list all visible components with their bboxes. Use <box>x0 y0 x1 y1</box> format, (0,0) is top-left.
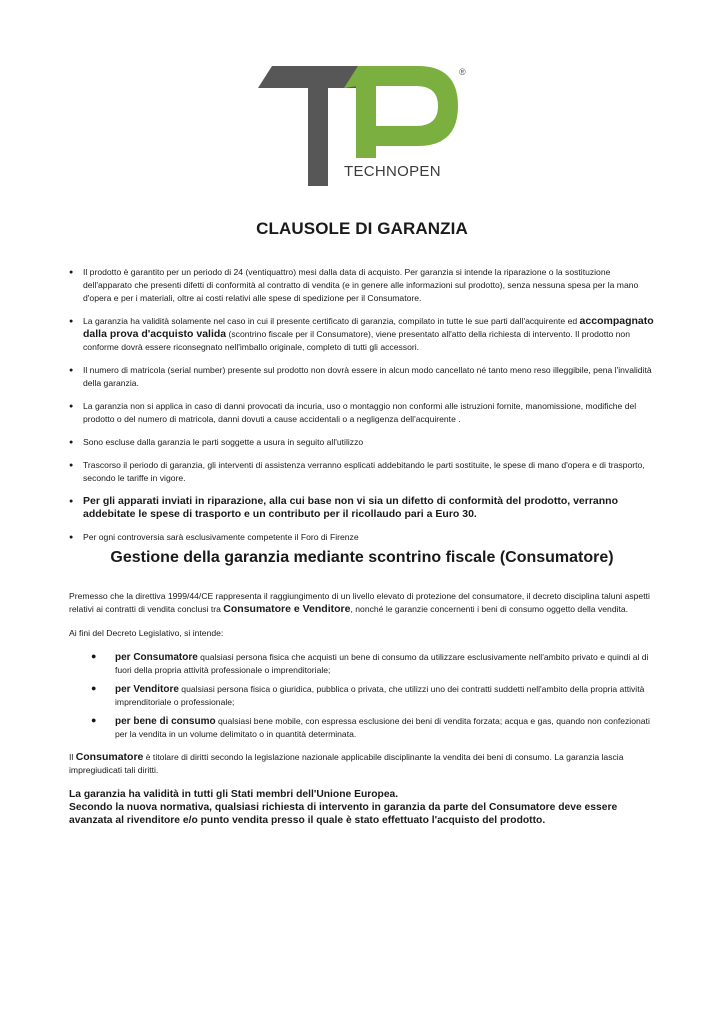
definition-item: ● per Consumatore qualsiasi persona fisica che acquisti un bene di consumo da utilizzare esclusivamente nell'ambito privato e quindi al di fuori della propria attività professionale o imprenditoriale; <box>91 651 653 677</box>
definition-item: ● per bene di consumo qualsiasi bene mobile, con espressa esclusione dei beni di vendita forzata; acqua e gas, quando non confezionati per la vendita in un volume delimitato o in quantità determinata. <box>91 715 653 741</box>
clause-item: ● Il prodotto è garantito per un periodo di 24 (ventiquattro) mesi dalla data di acquisto. Per garanzia si intende la riparazione o la sostituzione dell'apparato che presenti difetti di conformità al contratto di vendita (e in genere alle informazioni sul prodotto), senza nessuna spesa per la mano d'opera e per i materiali, oltre ai costi relativi alle spese di spedizione per il Consumatore. <box>69 266 659 305</box>
brand-name: TECHNOPEN <box>344 163 441 180</box>
warranty-clauses <box>69 266 659 554</box>
final-statement: La garanzia ha validità in tutti gli Stati membri dell'Unione Europea. Secondo la nuova normativa, qualsiasi richiesta di intervento in garanzia da parte del Consumatore deve essere avanzata al rivenditore e/o punto vendita presso il quale è stato effettuato l'acquisto del prodotto. <box>69 789 618 826</box>
rights-paragraph: Il Consumatore è titolare di diritti secondo la legislazione nazionale applicabile disciplinante la vendita dei beni di consumo. La garanzia lascia impregiudicati tali diritti. <box>69 751 624 775</box>
registered-mark: ® <box>459 67 466 77</box>
clause-item: ● Sono escluse dalla garanzia le parti soggette a usura in seguito all'utilizzo <box>69 436 659 449</box>
section-body <box>69 590 653 827</box>
clause-item: ● Trascorso il periodo di garanzia, gli interventi di assistenza verranno esplicati addebitando le parti sostituite, le spese di mano d'opera e di trasporto, secondo le tariffe in vigore. <box>69 459 659 485</box>
definition-item: ● per Venditore qualsiasi persona fisica o giuridica, pubblica o privata, che utilizzi uno dei contratti suddetti nell'ambito della propria attività imprenditoriale o professionale; <box>91 683 653 709</box>
intro-paragraph: Premesso che la direttiva 1999/44/CE rappresenta il raggiungimento di un livello elevato di protezione del consumatore, il decreto disciplina taluni aspetti relativi ai contratti di vendita conclusi tra Consumatore e Venditore, nonché le garanzie concernenti i beni di consumo oggetto della vendita. <box>69 591 650 615</box>
section-title: Gestione della garanzia mediante scontrino fiscale (Consumatore) <box>110 549 614 566</box>
clause-item: ● La garanzia non si applica in caso di danni provocati da incuria, uso o montaggio non conformi alle istruzioni fornite, manomissione, modifiche del prodotto o del numero di matricola, danni dovuti a cause accidentali o a negligenza dell'acquirente . <box>69 400 659 426</box>
page-title: CLAUSOLE DI GARANZIA <box>256 219 468 238</box>
clause-item: ● Il numero di matricola (serial number) presente sul prodotto non dovrà essere in alcun modo cancellato né tanto meno reso illeggibile, pena l'invalidità della garanzia. <box>69 364 659 390</box>
clause-item: ● Per gli apparati inviati in riparazione, alla cui base non vi sia un difetto di conformità del prodotto, verranno addebitate le spese di trasporto e un contributo per il ricollaudo pari a Euro 30. <box>69 495 659 521</box>
clause-item: ● Per ogni controversia sarà esclusivamente competente il Foro di Firenze <box>69 531 659 544</box>
clause-item: ● La garanzia ha validità solamente nel caso in cui il presente certificato di garanzia, compilato in tutte le sue parti dall'acquirente ed accompagnato dalla prova d'acquisto valida (scontrino fiscale per il Consumatore), viene presentato all'atto della richiesta di intervento. Il prodotto non conforme dovrà essere riconsegnato nell'imballo originale, completo di tutti gli accessori. <box>69 315 659 354</box>
definitions-list <box>69 651 653 741</box>
lead-paragraph: Ai fini del Decreto Legislativo, si intende: <box>69 628 224 638</box>
